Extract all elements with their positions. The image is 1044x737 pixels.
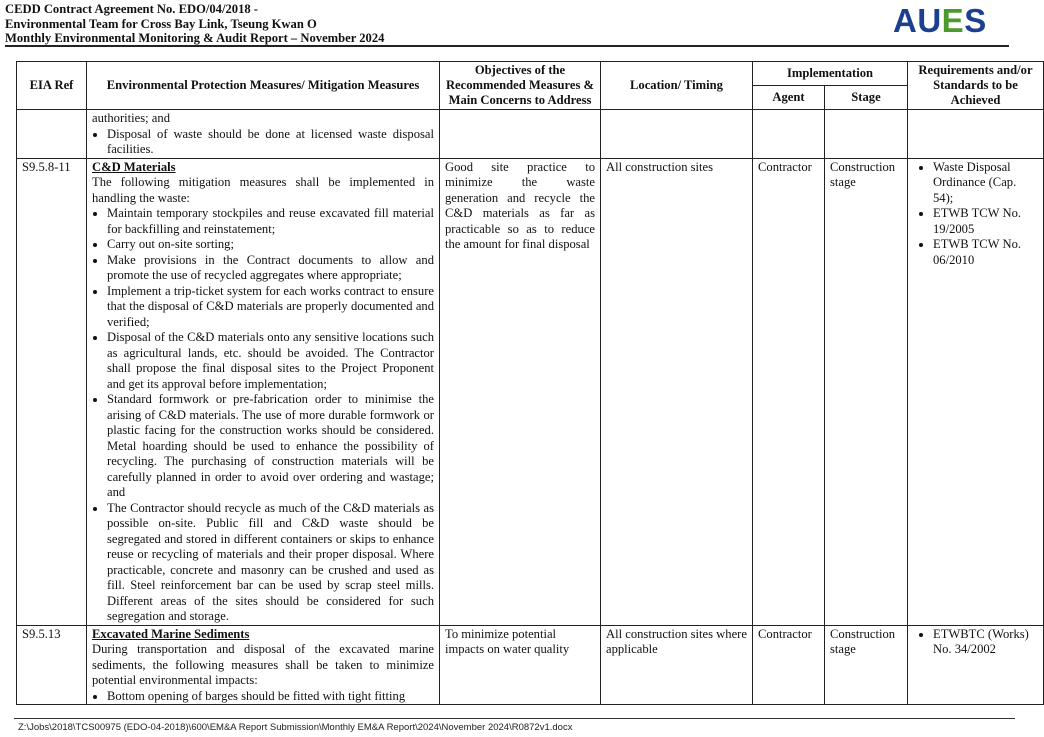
logo-text-s: S [964,2,987,39]
measure-bullet: • Disposal of waste should be done at licensed waste disposal facilities. [107,127,434,158]
eia-ref-cell: S9.5.13 [17,625,87,705]
location-cell: All construction sites [601,158,753,625]
col-header-implementation: Implementation [753,62,908,86]
header-team-line: Environmental Team for Cross Bay Link, Tseung Kwan O [5,16,317,31]
measure-lead-text: authorities; and [92,111,170,125]
mitigation-table [16,61,1044,705]
measure-bullet: • Disposal of the C&D materials onto any sensitive locations such as agricultural lands, etc. should be avoided. The Contractor shall propose the final disposal sites to the Project Proponent and get its approval before implementation; [107,330,434,392]
table-row [17,158,1044,625]
table-row [17,110,1044,159]
measure-bullet-list [92,689,434,705]
document-header [5,2,765,46]
logo-text-e: E [941,2,965,39]
location-cell [601,110,753,159]
measure-intro: During transportation and disposal of the excavated marine sediments, the following measures shall be taken to minimize potential environmental impacts: [92,642,434,687]
measure-bullet: • Make provisions in the Contract documents to allow and promote the use of recycled aggregates where appropriate; [107,253,434,284]
measure-title: Excavated Marine Sediments [92,626,250,641]
footer-rule [14,718,1015,719]
eia-ref-cell: S9.5.8-11 [17,158,87,625]
measures-cell [87,110,440,159]
measure-bullet: • Carry out on-site sorting; [107,237,434,253]
header-contract-line: CEDD Contract Agreement No. EDO/04/2018 - [5,2,259,16]
requirements-list [913,627,1038,658]
col-header-location: Location/ Timing [601,62,753,110]
agent-cell [753,110,825,159]
measure-bullet: • Implement a trip-ticket system for each works contract to ensure that the disposal of C&D materials are properly documented and verified; [107,284,434,331]
table-row [17,625,1044,705]
eia-ref-cell [17,110,87,159]
requirement-item: • ETWB TCW No. 19/2005 [933,206,1038,237]
requirements-cell [908,625,1044,705]
requirement-item: • ETWBTC (Works) No. 34/2002 [933,627,1038,658]
col-header-eia-ref: EIA Ref [17,62,87,110]
requirement-item: • Waste Disposal Ordinance (Cap. 54); [933,160,1038,207]
measure-bullet-list [92,206,434,625]
aues-logo [893,2,987,40]
measure-bullet: • The Contractor should recycle as much of the C&D materials as possible on-site. Public fill and C&D waste should be segregated and stored in different containers or skips to enhance reuse or recycling of materials and their proper disposal. Where practicable, concrete and masonry can be crushed and used as fill. Steel reinforcement bar can be used by scrap steel mills. Different areas of the sites should be considered for such segregation and storage. [107,501,434,625]
requirement-item: • ETWB TCW No. 06/2010 [933,237,1038,268]
measure-bullet: • Maintain temporary stockpiles and reuse excavated fill material for backfilling and reinstatement; [107,206,434,237]
agent-cell: Contractor [753,158,825,625]
objective-cell: To minimize potential impacts on water quality [440,625,601,705]
col-header-measures: Environmental Protection Measures/ Mitigation Measures [87,62,440,110]
col-header-stage: Stage [825,86,908,110]
requirements-cell [908,158,1044,625]
measures-cell [87,158,440,625]
agent-cell: Contractor [753,625,825,705]
stage-cell: Construction stage [825,625,908,705]
measure-bullet: • Bottom opening of barges should be fitted with tight fitting [107,689,434,705]
file-path-footer: Z:\Jobs\2018\TCS00975 (EDO-04-2018)\600\EM&A Report Submission\Monthly EM&A Report\2024\November 2024\R0872v1.docx [18,722,573,733]
measure-bullet-list [92,127,434,158]
objective-cell [440,110,601,159]
measures-cell [87,625,440,705]
col-header-requirements: Requirements and/or Standards to be Achieved [908,62,1044,110]
header-report-line: Monthly Environmental Monitoring & Audit Report – November 2024 [5,31,385,45]
measure-title: C&D Materials [92,159,176,174]
header-rule [5,45,1009,47]
stage-cell [825,110,908,159]
objective-cell: Good site practice to minimize the waste generation and recycle the C&D materials as far as practicable so as to reduce the amount for final disposal [440,158,601,625]
location-cell: All construction sites where applicable [601,625,753,705]
table-header-row [17,62,1044,86]
col-header-objectives: Objectives of the Recommended Measures & Main Concerns to Address [440,62,601,110]
col-header-agent: Agent [753,86,825,110]
requirements-cell [908,110,1044,159]
measure-bullet: • Standard formwork or pre-fabrication order to minimise the arising of C&D materials. The use of more durable formwork or plastic facing for the construction works should be considered. Metal hoarding should be used to enhance the possibility of recycling. The purchasing of construction materials will be carefully planned in order to avoid over ordering and wastage; and [107,392,434,501]
stage-cell: Construction stage [825,158,908,625]
measure-intro: The following mitigation measures shall be implemented in handling the waste: [92,175,434,205]
logo-text-au: AU [893,2,942,39]
requirements-list [913,160,1038,269]
